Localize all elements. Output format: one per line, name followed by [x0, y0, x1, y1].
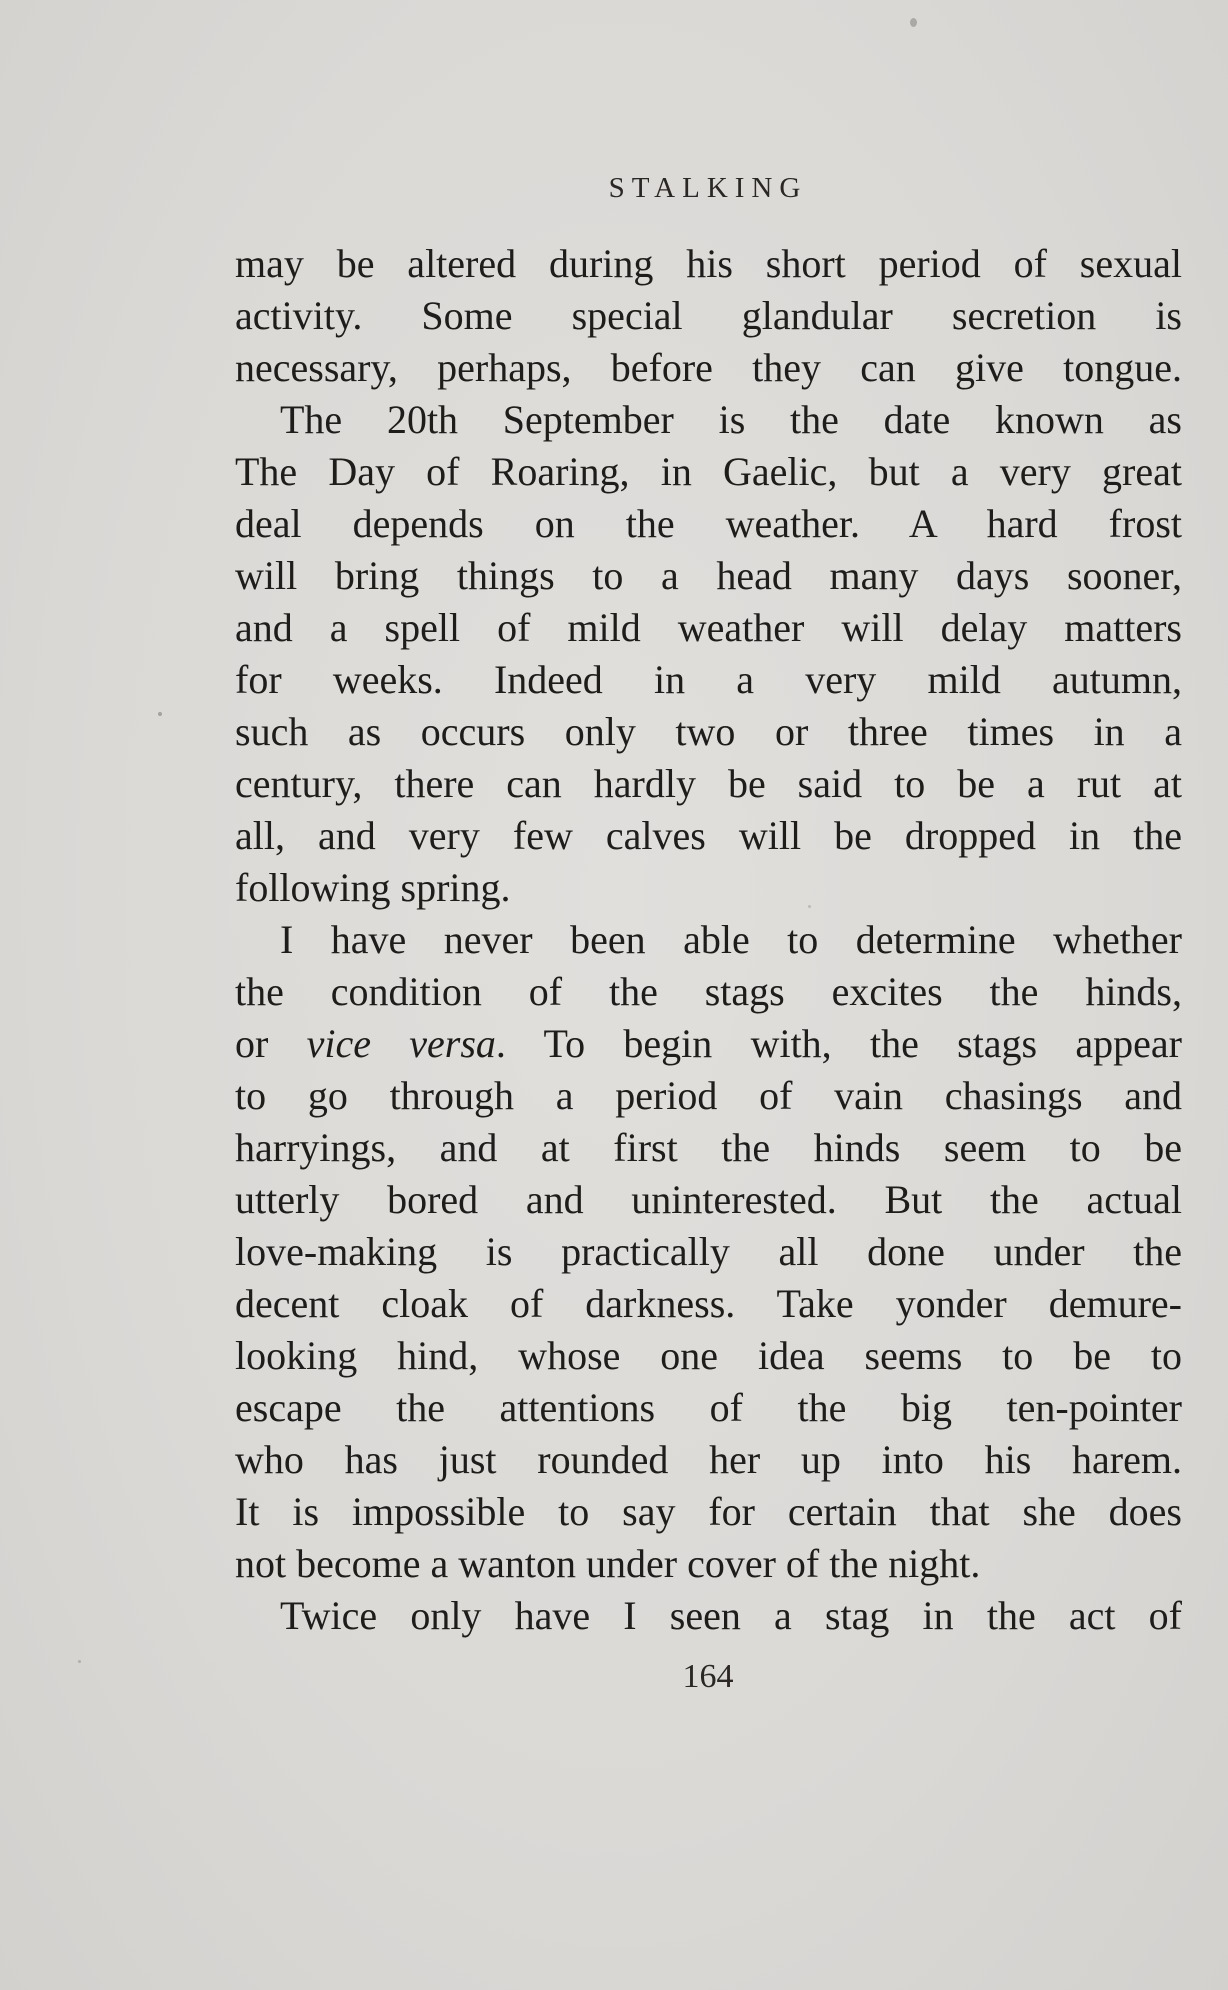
paragraph-first-line: I have never been able to determine whether [280, 917, 1182, 962]
body-text [235, 238, 1182, 1642]
text-line: activity. Some special glandular secretion is [235, 293, 1182, 338]
text-line: necessary, perhaps, before they can give tongue. [235, 345, 1182, 390]
text-line: looking hind, whose one idea seems to be to [235, 1333, 1182, 1378]
running-head: STALKING [608, 172, 808, 204]
text-line: The Day of Roaring, in Gaelic, but a very great [235, 449, 1182, 494]
text-line: such as occurs only two or three times in a [235, 709, 1182, 754]
paper-speck [158, 712, 162, 716]
paper-speck [910, 18, 917, 27]
paragraph-first-line: The 20th September is the date known as [280, 397, 1182, 442]
text-line: may be altered during his short period of sexual [235, 241, 1182, 286]
text-line: decent cloak of darkness. Take yonder demure- [235, 1281, 1182, 1326]
italic-phrase: vice versa [306, 1021, 496, 1066]
text-line: who has just rounded her up into his harem. [235, 1437, 1182, 1482]
page-number: 164 [682, 1658, 734, 1695]
text-line: or vice versa. To begin with, the stags appear [235, 1021, 1182, 1066]
paragraph-first-line: Twice only have I seen a stag in the act of [280, 1593, 1182, 1638]
text-line: for weeks. Indeed in a very mild autumn, [235, 657, 1182, 702]
text-line: harryings, and at first the hinds seem to be [235, 1125, 1182, 1170]
text-line: century, there can hardly be said to be a rut at [235, 761, 1182, 806]
text-line: deal depends on the weather. A hard frost [235, 501, 1182, 546]
text-line: will bring things to a head many days sooner, [235, 553, 1182, 598]
paragraph-last-line: not become a wanton under cover of the night. [235, 1541, 981, 1586]
text-line: to go through a period of vain chasings and [235, 1073, 1182, 1118]
text-line: escape the attentions of the big ten-pointer [235, 1385, 1182, 1430]
text-line: It is impossible to say for certain that she does [235, 1489, 1182, 1534]
text-line: utterly bored and uninterested. But the actual [235, 1177, 1182, 1222]
text-line: the condition of the stags excites the hinds, [235, 969, 1182, 1014]
text-line: love-making is practically all done under the [235, 1229, 1182, 1274]
text-line: all, and very few calves will be dropped in the [235, 813, 1182, 858]
text-line: and a spell of mild weather will delay matters [235, 605, 1182, 650]
paragraph-last-line: following spring. [235, 865, 511, 910]
